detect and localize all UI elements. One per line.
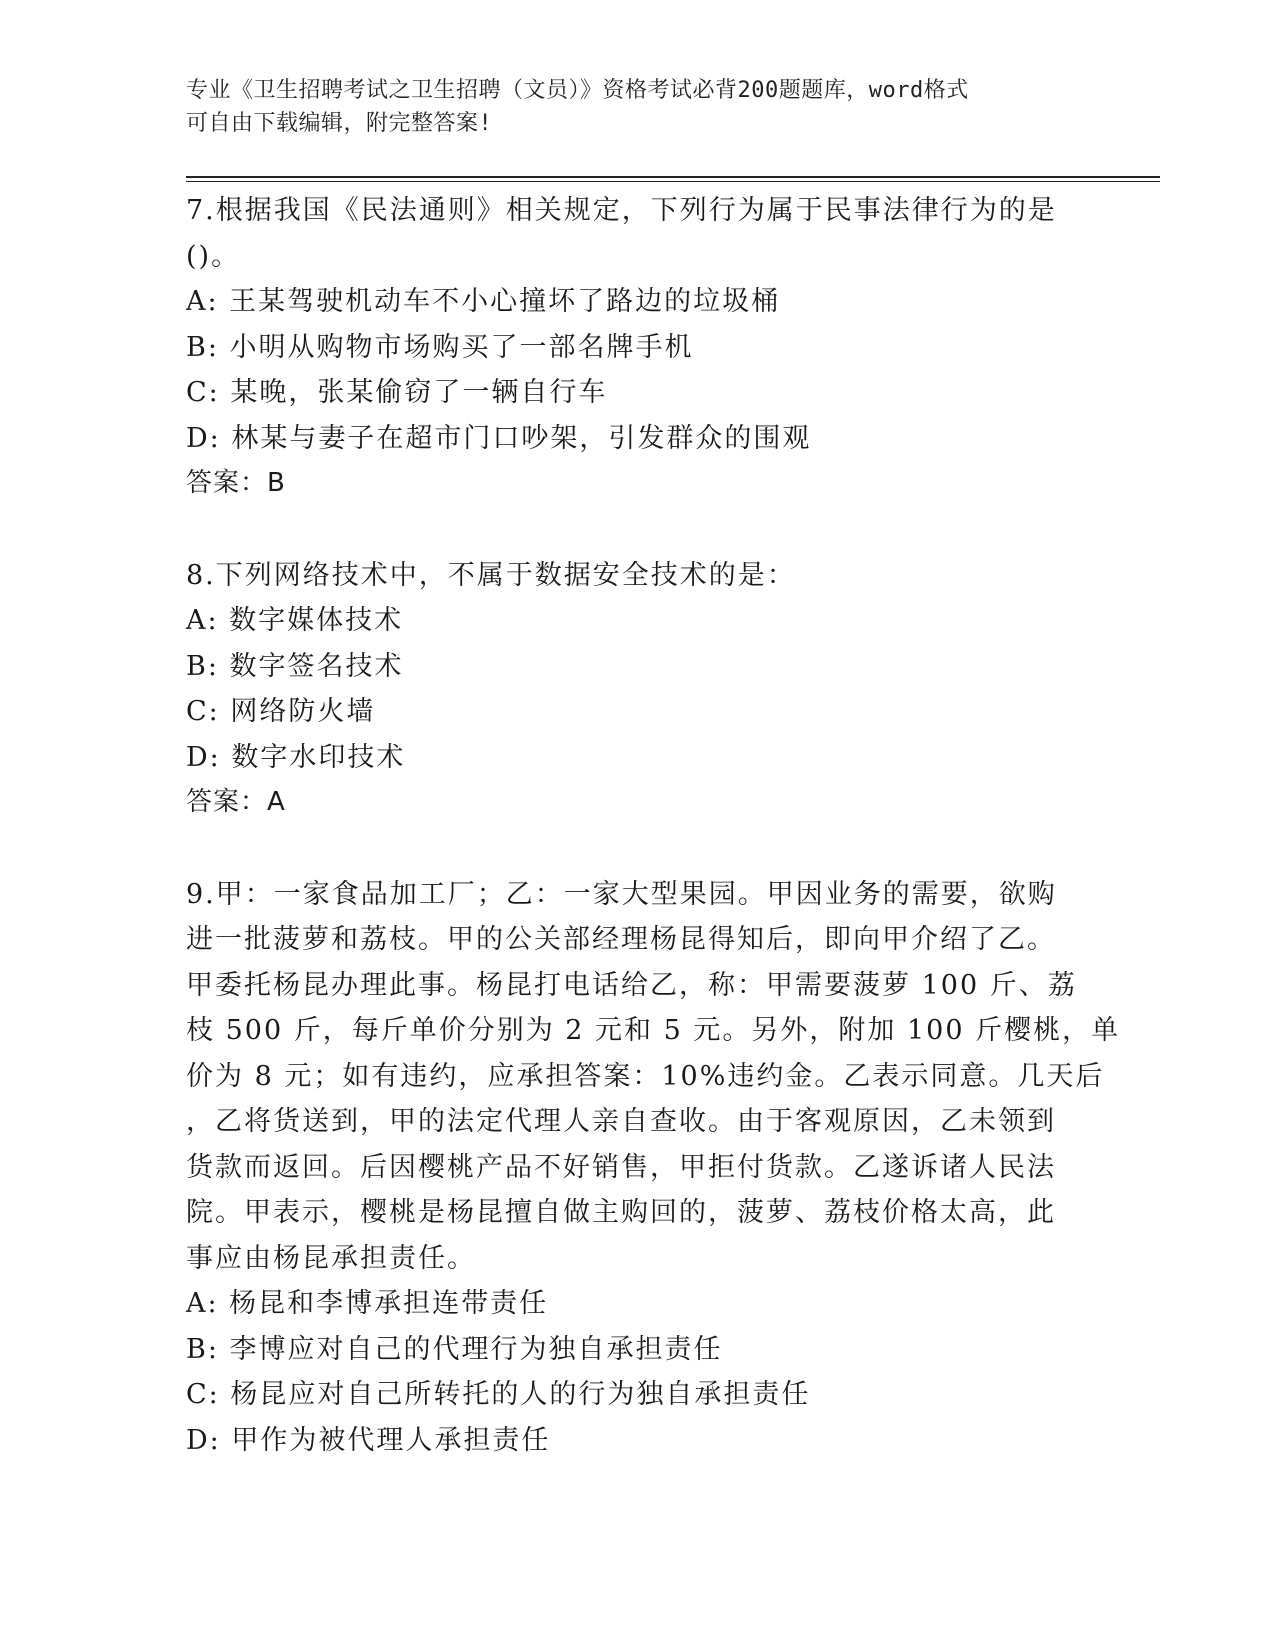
option-a: A: 数字媒体技术 — [186, 605, 404, 636]
question-stem: 院。甲表示，樱桃是杨昆擅自做主购回的，菠萝、荔枝价格太高，此 — [186, 1197, 1056, 1228]
spacer — [186, 507, 1086, 553]
option-c: C: 某晚，张某偷窃了一辆自行车 — [186, 377, 608, 408]
question-stem: 进一批菠萝和荔枝。甲的公关部经理杨昆得知后，即向甲介绍了乙。 — [186, 924, 1056, 955]
question-stem: 8.下列网络技术中，不属于数据安全技术的是： — [186, 559, 796, 591]
option-b: B: 小明从购物市场购买了一部名牌手机 — [186, 331, 694, 363]
question-stem: 7.根据我国《民法通则》相关规定，下列行为属于民事法律行为的是 — [186, 195, 1057, 226]
question-7 — [186, 188, 1086, 507]
question-stem: 甲委托杨昆办理此事。杨昆打电话给乙，称：甲需要菠萝 100 斤、荔 — [186, 969, 1077, 1001]
option-a: A: 杨昆和李博承担连带责任 — [186, 1288, 549, 1319]
option-d: D: 林某与妻子在超市门口吵架，引发群众的围观 — [186, 422, 812, 454]
question-stem: 枝 500 斤，每斤单价分别为 2 元和 5 元。另外，附加 100 斤樱桃，单 — [186, 1015, 1121, 1046]
question-9 — [186, 872, 1121, 1464]
question-stem: 事应由杨昆承担责任。 — [186, 1242, 476, 1274]
header-line: 可自由下载编辑，附完整答案! — [186, 111, 493, 136]
header-divider-thick — [186, 176, 1160, 178]
option-b: B: 李博应对自己的代理行为独自承担责任 — [186, 1333, 723, 1365]
answer-line: 答案：B — [186, 468, 286, 498]
question-stem: ()。 — [186, 240, 241, 272]
question-8 — [186, 553, 1086, 826]
option-a: A: 王某驾驶机动车不小心撞坏了路边的垃圾桶 — [186, 286, 781, 317]
spacer — [186, 826, 1086, 872]
option-c: C: 网络防火墙 — [186, 696, 376, 727]
option-d: D: 数字水印技术 — [186, 741, 406, 773]
question-stem: ，乙将货送到，甲的法定代理人亲自查收。由于客观原因，乙未领到 — [186, 1106, 1056, 1137]
question-stem: 货款而返回。后因樱桃产品不好销售，甲拒付货款。乙遂诉诸人民法 — [186, 1151, 1056, 1183]
option-c: C: 杨昆应对自己所转托的人的行为独自承担责任 — [186, 1379, 811, 1410]
question-stem: 9.甲：一家食品加工厂；乙：一家大型果园。甲因业务的需要，欲购 — [186, 878, 1057, 910]
option-b: B: 数字签名技术 — [186, 650, 404, 682]
question-list — [186, 188, 1121, 1463]
answer-line: 答案：A — [186, 787, 286, 817]
header-line: 专业《卫生招聘考试之卫生招聘（文员）》资格考试必背200题题库，word格式 — [186, 78, 969, 103]
option-d: D: 甲作为被代理人承担责任 — [186, 1424, 551, 1456]
document-header — [186, 74, 1066, 140]
question-stem: 价为 8 元；如有违约，应承担答案：10%违约金。乙表示同意。几天后 — [186, 1060, 1105, 1092]
header-divider-thin — [186, 181, 1160, 182]
